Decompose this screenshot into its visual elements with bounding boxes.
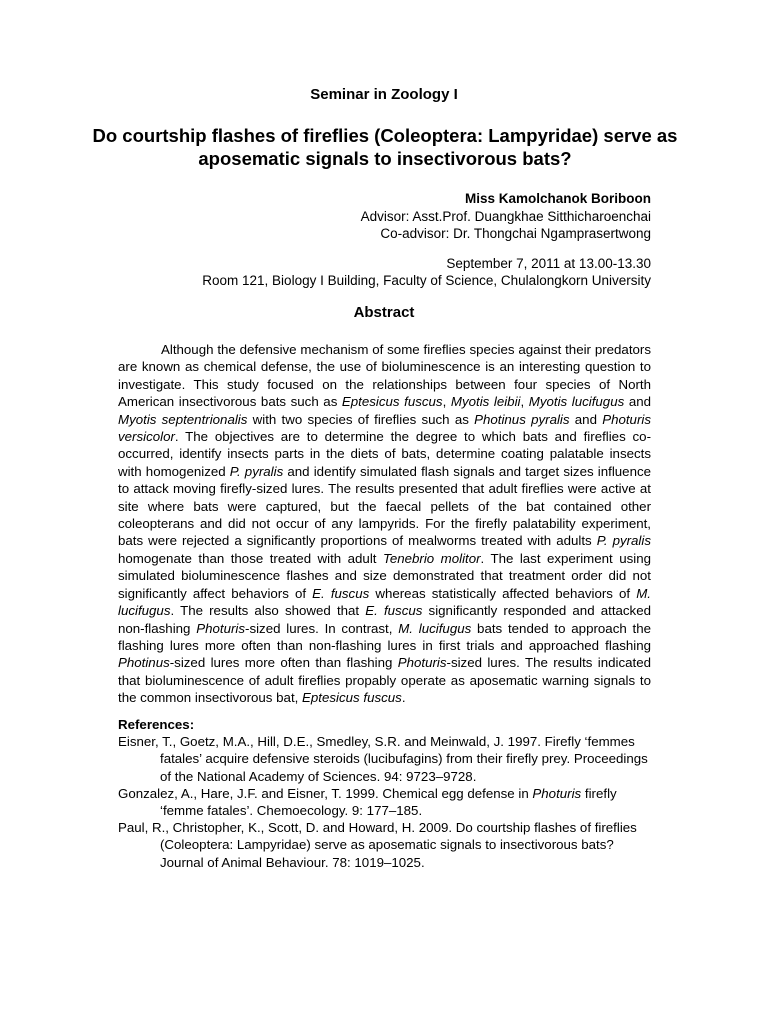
text-run: bats tended to approach the flashing lures more often than non-flashing lures in first trials and approached flashing (118, 620, 652, 653)
text-run: homogenate than those treated with adult (118, 550, 383, 566)
italic-term: Tenebrio molitor (382, 550, 481, 566)
italic-term: Photuris (196, 620, 246, 636)
text-run: . The objectives are to determine the degree to which bats and fireflies co-occurred, identify insects parts in the diets of bats, determine coating palatable insects with homogenized (118, 429, 651, 479)
reference-item (118, 819, 658, 871)
text-run: firefly ‘femme fatales’. Chemoecology. 9: 177–185. (160, 785, 617, 819)
references-heading: References: (118, 717, 195, 732)
text-run: with two species of fireflies such as (247, 411, 475, 427)
italic-term: E. fuscus (312, 585, 370, 601)
seminar-heading: Seminar in Zoology I (310, 86, 458, 103)
author-name: Miss Kamolchanok Boriboon (464, 191, 651, 206)
text-run: . (401, 690, 406, 706)
references-section (118, 716, 658, 871)
text-run: Gonzalez, A., Hare, J.F. and Eisner, T. 1999. Chemical egg defense in (118, 785, 533, 801)
italic-term: Eptesicus fuscus (302, 690, 402, 706)
italic-term: P. pyralis (596, 533, 651, 549)
text-run: , (520, 394, 529, 410)
italic-term: E. fuscus (365, 603, 423, 619)
text-run: . The results also showed that (170, 603, 366, 619)
text-run: Although the defensive mechanism of some fireflies species against their predators are known as chemical defense, the use of bioluminescence is an interesting question to investigate. This study focused on the relationships between four species of North American insectivorous bats such as (118, 342, 651, 410)
text-run: -sized lures. In contrast, (245, 620, 399, 636)
text-run: -sized lures. The results indicated that bioluminescence of adult fireflies propably operate as aposematic warning signals to the common insectivorous bat, (118, 655, 651, 706)
paper-title: Do courtship flashes of fireflies (Coleoptera: Lampyridae) serve as aposematic signals to insectivorous bats? (92, 125, 678, 169)
seminar-date: September 7, 2011 at 13.00-13.30 (446, 256, 651, 271)
reference-item (118, 785, 658, 819)
abstract-heading: Abstract (353, 304, 415, 321)
italic-term: M. lucifugus (398, 620, 472, 636)
seminar-room: Room 121, Biology I Building, Faculty of Science, Chulalongkorn University (202, 273, 651, 288)
reference-item (118, 733, 658, 785)
italic-term: Photuris (397, 655, 447, 671)
italic-term: Myotis septentrionalis (118, 411, 248, 427)
coadvisor-line: Co-advisor: Dr. Thongchai Ngamprasertwong (380, 226, 651, 241)
italic-term: Photuris versicolor (118, 411, 651, 445)
italic-term: P. pyralis (229, 463, 284, 479)
italic-term: Myotis lucifugus (528, 394, 625, 410)
italic-term: Eptesicus fuscus (341, 394, 443, 410)
italic-term: Photinus (118, 655, 170, 671)
italic-term: Photinus pyralis (474, 411, 570, 427)
text-run: Eisner, T., Goetz, M.A., Hill, D.E., Smedley, S.R. and Meinwald, J. 1997. Firefly ‘femmes fatales’ acquire defensive steroids (lucibufagins) from their firefly prey. Proceedings of the National Academy of Sciences. 94: 9723–9728. (118, 734, 648, 784)
italic-term: Photuris (532, 785, 582, 801)
text-run: Paul, R., Christopher, K., Scott, D. and Howard, H. 2009. Do courtship flashes of fireflies (Coleoptera: Lampyridae) serve as aposematic signals to insectivorous bats? Journal of Animal Behaviour. 78: 1019–1025. (118, 820, 637, 870)
italic-term: Myotis leibii (450, 394, 521, 410)
references-list (118, 733, 658, 871)
advisor-line: Advisor: Asst.Prof. Duangkhae Sitthicharoenchai (360, 209, 651, 224)
text-run: and (569, 411, 603, 427)
abstract-body (118, 341, 651, 707)
text-run: significantly responded and attacked non-flashing (118, 603, 651, 636)
text-run: whereas statistically affected behaviors of (369, 585, 637, 601)
text-run: . The last experiment using simulated bioluminescence flashes and size demonstrated that treatment order did not significantly affect behaviors of (118, 550, 651, 601)
text-run: and identify simulated flash signals and target sizes influence to attack moving firefly-sized lures. The results presented that adult fireflies were active at site where bats were captured, but the faecal pellets of the bat contained other coleopterans and did not occur of any lampyrids. For the firefly palatability experiment, bats were rejected a significantly proportions of mealworms treated with adults (118, 463, 652, 549)
text-run: , (442, 394, 451, 410)
text-run: and (624, 394, 652, 410)
italic-term: M. lucifugus (118, 585, 651, 619)
text-run: -sized lures more often than flashing (169, 655, 398, 671)
